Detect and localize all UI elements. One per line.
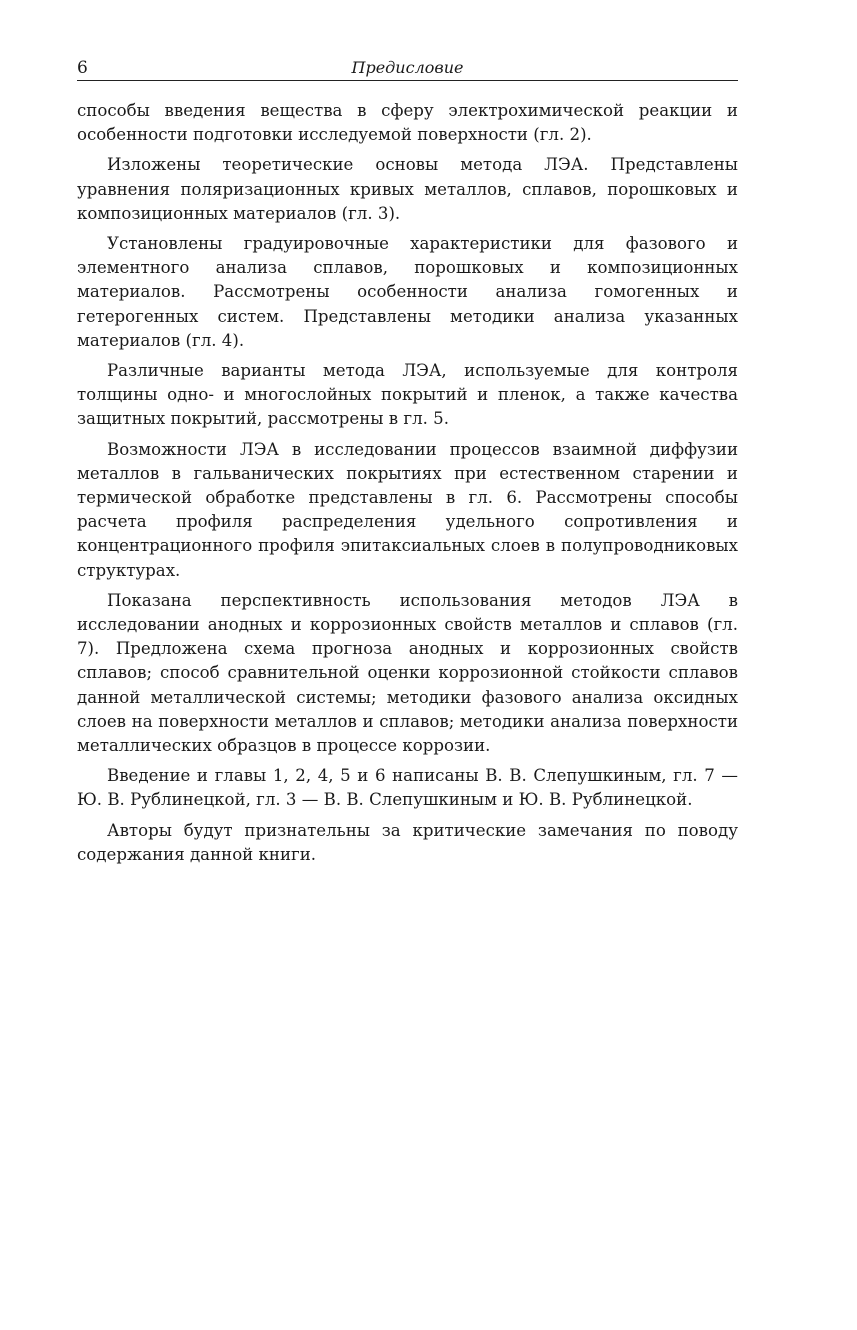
paragraph-continued: способы введения вещества в сферу электрохимической реакции и особенности подготовки исследуемой поверхности (гл. 2). — [77, 101, 738, 145]
paragraph-chapter-7: Показана перспективность использования методов ЛЭА в исследовании анодных и коррозионных свойств металлов и сплавов (гл. 7). Предложена схема прогноза анодных и коррозионных свойств сплавов; способ сравнительной оценки коррозионной стойкости сплавов данной металлической системы; методики фазового анализа оксидных слоев на поверхности металлов и сплавов; методики анализа поверхности металлических образцов в процессе коррозии. — [77, 590, 738, 756]
paragraph-authorship: Введение и главы 1, 2, 4, 5 и 6 написаны В. В. Слепушкиным, гл. 7 — Ю. В. Рублинецкой, гл. 3 — В. В. Слепушкиным и Ю. В. Рублинецкой. — [77, 766, 738, 810]
paragraph-chapter-4: Установлены градуировочные характеристики для фазового и элементного анализа сплавов, порошковых и композиционных материалов. Рассмотрены особенности анализа гомогенных и гетерогенных систем. Представлены методики анализа указанных материалов (гл. 4). — [77, 234, 738, 350]
running-header — [77, 54, 738, 81]
paragraph-chapter-5: Различные варианты метода ЛЭА, используемые для контроля толщины одно- и многослойных покрытий и пленок, а также качества защитных покрытий, рассмотрены в гл. 5. — [77, 361, 738, 429]
document-page — [77, 54, 738, 873]
paragraph-chapter-3: Изложены теоретические основы метода ЛЭА. Представлены уравнения поляризационных кривых металлов, сплавов, порошковых и композиционных материалов (гл. 3). — [77, 155, 738, 223]
paragraph-acknowledgement: Авторы будут признательны за критические замечания по поводу содержания данной книги. — [77, 820, 738, 864]
running-title: Предисловие — [351, 58, 464, 77]
page-number: 6 — [77, 58, 88, 78]
body-text — [77, 99, 738, 867]
paragraph-chapter-6: Возможности ЛЭА в исследовании процессов взаимной диффузии металлов в гальванических покрытиях при естественном старении и термической обработке представлены в гл. 6. Рассмотрены способы расчета профиля распределения удельного сопротивления и концентрационного профиля эпитаксиальных слоев в полупроводниковых структурах. — [77, 439, 738, 580]
